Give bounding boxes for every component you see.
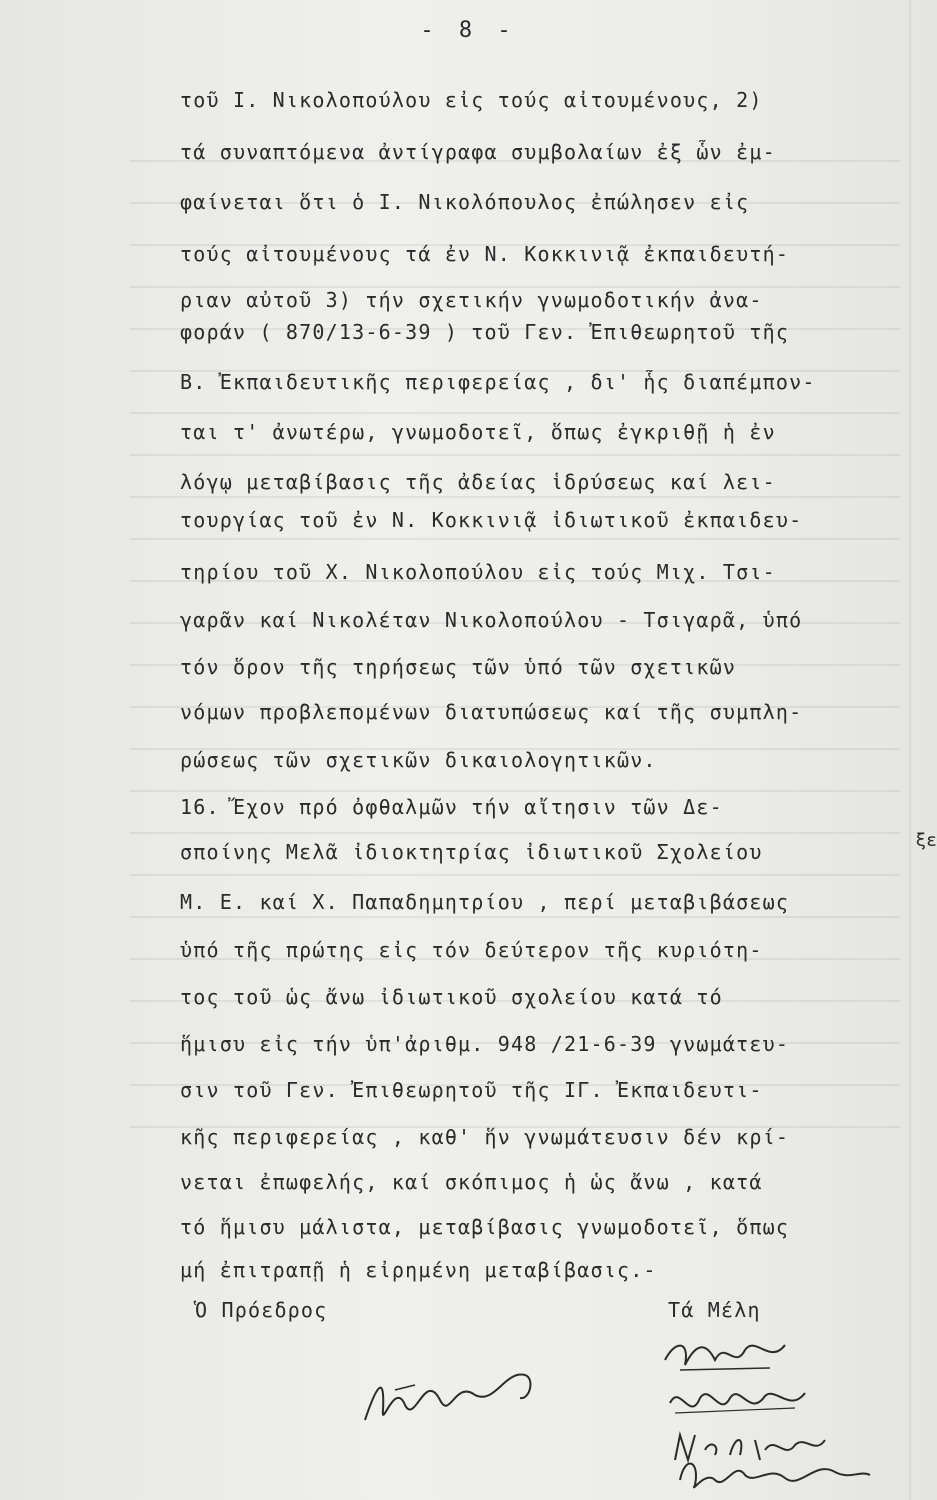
text-line: τά συναπτόμενα ἀντίγραφα συμβολαίων ἐξ ὧν ἐμ- [180, 140, 776, 164]
text-line: νεται ἐπωφελής, καί σκόπιμος ἡ ὡς ἄνω , κατά [180, 1170, 763, 1194]
text-line: ρώσεως τῶν σχετικῶν δικαιολογητικῶν. [180, 748, 657, 772]
text-line: τοῦ Ι. Νικολοπούλου εἰς τούς αἰτουμένους, 2) [180, 88, 763, 112]
text-line: τόν ὅρον τῆς τηρήσεως τῶν ὑπό τῶν σχετικῶν [180, 655, 737, 679]
text-line: τουργίας τοῦ ἐν Ν. Κοκκινιᾷ ἰδιωτικοῦ ἐκπαιδευ- [180, 508, 803, 532]
text-line: 16. Ἔχον πρό ὀφθαλμῶν τήν αἴτησιν τῶν Δε- [180, 795, 723, 819]
text-line: ται τ' ἀνωτέρω, γνωμοδοτεῖ, ὅπως ἐγκριθῇ ἡ ἐν [180, 420, 776, 444]
text-line: νόμων προβλεπομένων διατυπώσεως καί τῆς συμπλη- [180, 700, 803, 724]
text-line: τηρίου τοῦ Χ. Νικολοπούλου εἰς τούς Μιχ. Τσι- [180, 560, 776, 584]
member-signature-1 [660, 1330, 800, 1380]
text-line: Μ. Ε. καί Χ. Παπαδημητρίου , περί μεταβιβάσεως [180, 890, 790, 914]
president-title: Ὁ Πρόεδρος [195, 1298, 328, 1322]
text-line: τό ἥμισυ μάλιστα, μεταβίβασις γνωμοδοτεῖ, ὅπως [180, 1215, 790, 1239]
text-line: σιν τοῦ Γεν. Ἐπιθεωρητοῦ τῆς ΙΓ. Ἐκπαιδευτι- [180, 1078, 763, 1102]
president-signature [355, 1350, 545, 1440]
text-line: φαίνεται ὅτι ὁ Ι. Νικολόπουλος ἐπώλησεν εἰς [180, 190, 750, 214]
text-line: Β. Ἐκπαιδευτικῆς περιφερείας , δι' ἧς διαπέμπον- [180, 370, 816, 394]
text-line: κῆς περιφερείας , καθ' ἥν γνωμάτευσιν δέν κρί- [180, 1125, 790, 1149]
text-line: τος τοῦ ὡς ἄνω ἰδιωτικοῦ σχολείου κατά τό [180, 985, 723, 1009]
text-line: σποίνης Μελᾶ ἰδιοκτητρίας ἰδιωτικοῦ Σχολείου [180, 840, 763, 864]
page-number: - 8 - [420, 18, 517, 43]
text-line: φοράν ( 870/13-6-39 ) τοῦ Γεν. Ἐπιθεωρητοῦ τῆς [180, 320, 790, 344]
members-title: Τά Μέλη [668, 1298, 761, 1322]
text-line: ἥμισυ εἰς τήν ὑπ'ἀριθμ. 948 /21-6-39 γνωμάτευ- [180, 1032, 790, 1056]
text-line: γαρᾶν καί Νικολέταν Νικολοπούλου - Τσιγαρᾶ, ὑπό [180, 608, 803, 632]
binding-edge [909, 0, 911, 1500]
text-line: ὑπό τῆς πρώτης εἰς τόν δεύτερον τῆς κυριότη- [180, 938, 763, 962]
text-line: μή ἐπιτραπῇ ἡ εἰρημένη μεταβίβασις.- [180, 1258, 657, 1282]
text-line: λόγῳ μεταβίβασις τῆς ἀδείας ἱδρύσεως καί λει- [180, 470, 776, 494]
text-line: ριαν αὐτοῦ 3) τήν σχετικήν γνωμοδοτικήν ἀνα- [180, 288, 763, 312]
member-signature-4 [675, 1450, 875, 1495]
text-line: τούς αἰτουμένους τά ἐν Ν. Κοκκινιᾷ ἐκπαιδευτή- [180, 242, 790, 266]
edge-mark: ξε [915, 830, 937, 851]
